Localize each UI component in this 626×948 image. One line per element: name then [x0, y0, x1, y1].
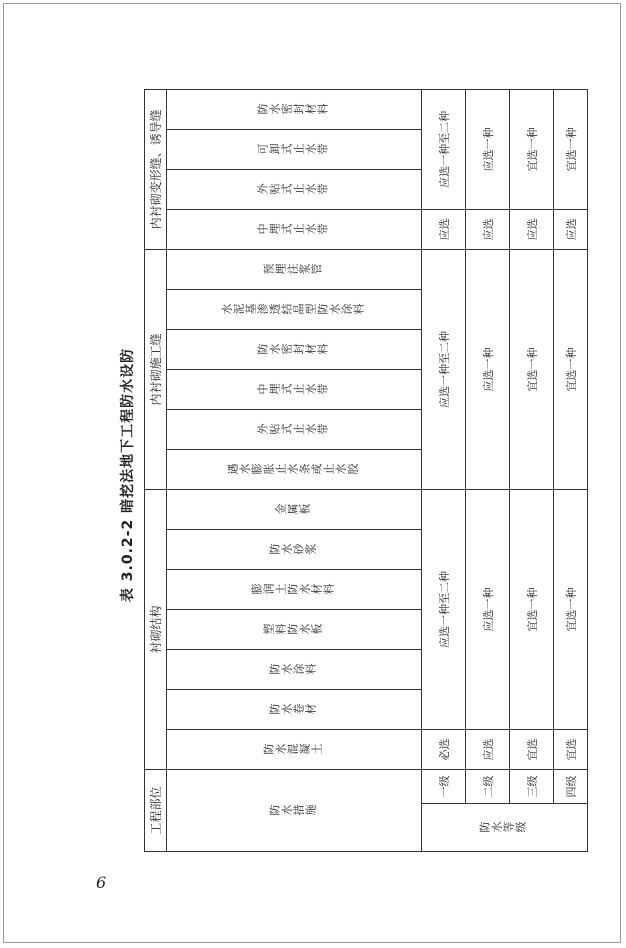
- measure-label: 预埋注浆管: [262, 262, 323, 276]
- page-number: 6: [96, 873, 107, 892]
- measure-cell: [167, 489, 422, 529]
- joint-choice-cell: 应选一种至二种: [422, 249, 466, 489]
- table-row: [510, 89, 554, 851]
- measure-label: 塑料防水板: [262, 622, 323, 636]
- measure-cell: [167, 209, 422, 249]
- deformation-main-cell: 应选: [422, 209, 466, 249]
- waterproofing-table: [144, 89, 588, 852]
- measure-label: 外贴式止水带: [256, 182, 329, 196]
- measure-cell: [167, 169, 422, 209]
- measure-cell: [167, 529, 422, 569]
- measure-cell: [167, 89, 422, 129]
- joint-choice-cell: 宜选一种: [510, 249, 554, 489]
- measure-label: 防水混凝土: [262, 742, 323, 756]
- measure-label: 防水密封材料: [256, 342, 329, 356]
- measure-label: 外贴式止水带: [256, 422, 329, 436]
- concrete-cell: 宜选: [510, 729, 554, 769]
- concrete-cell: 宜选: [554, 729, 588, 769]
- group-construction-joint: 内衬砌施工缝: [145, 249, 167, 489]
- table-row: [554, 89, 588, 851]
- joint-choice-cell: 应选一种: [466, 249, 510, 489]
- measure-header-cell: [167, 769, 422, 851]
- measure-cell: [167, 289, 422, 329]
- grade-cell: 三级: [510, 769, 554, 803]
- concrete-cell: 应选: [466, 729, 510, 769]
- measure-cell: [167, 569, 422, 609]
- measure-header: 防水措施: [268, 804, 317, 817]
- measure-cell: [167, 649, 422, 689]
- measure-label: 防水砂浆: [268, 542, 317, 556]
- measure-label: 防水涂料: [268, 662, 317, 676]
- lining-choice-cell: 应选一种: [466, 489, 510, 729]
- group-lining: 衬砌结构: [145, 489, 167, 769]
- grade-cell: 二级: [466, 769, 510, 803]
- part-header: 工程部位: [145, 769, 167, 851]
- grade-cell: 四级: [554, 769, 588, 803]
- joint-choice-cell: 宜选一种: [554, 249, 588, 489]
- concrete-cell: 必选: [422, 729, 466, 769]
- measure-label: 防水密封材料: [256, 102, 329, 116]
- group-header-row: [145, 89, 167, 851]
- lining-choice-cell: 宜选一种: [510, 489, 554, 729]
- grade-label: 防水等级: [479, 821, 527, 834]
- measure-label: 中埋式止水带: [256, 222, 329, 236]
- measure-cell: [167, 449, 422, 489]
- measure-cell: [167, 369, 422, 409]
- measure-label: 遇水膨胀止水条或止水胶: [226, 462, 359, 476]
- deformation-choice-cell: 宜选一种: [510, 89, 554, 209]
- table-row: [466, 89, 510, 851]
- deformation-main-cell: 应选: [510, 209, 554, 249]
- measure-cell: [167, 729, 422, 769]
- measure-label: 膨润土防水材料: [250, 582, 335, 596]
- lining-choice-cell: 应选一种至二种: [422, 489, 466, 729]
- deformation-main-cell: 应选: [554, 209, 588, 249]
- table-row: [422, 89, 466, 851]
- measure-cell: [167, 609, 422, 649]
- measure-cell: [167, 409, 422, 449]
- measure-label: 防水卷材: [268, 702, 317, 716]
- lining-choice-cell: 宜选一种: [554, 489, 588, 729]
- measure-cell: [167, 689, 422, 729]
- rotated-table-block: [117, 98, 587, 852]
- deformation-choice-cell: 应选一种至二种: [422, 89, 466, 209]
- deformation-main-cell: 应选: [466, 209, 510, 249]
- group-deformation-joint: 内衬砌变形缝、诱导缝: [145, 89, 167, 249]
- table-caption: 表 3.0.2-2 暗挖法地下工程防水设防: [120, 347, 136, 603]
- measure-label: 水泥基渗透结晶型防水涂料: [220, 302, 365, 316]
- grade-label-cell: [422, 804, 588, 852]
- grade-cell: 一级: [422, 769, 466, 803]
- measure-label: 可卸式止水带: [256, 142, 329, 156]
- measure-label: 中埋式止水带: [256, 382, 329, 396]
- measure-cell: [167, 249, 422, 289]
- measure-cell: [167, 129, 422, 169]
- deformation-choice-cell: 应选一种: [466, 89, 510, 209]
- measure-cell: [167, 329, 422, 369]
- deformation-choice-cell: 宜选一种: [554, 89, 588, 209]
- measure-header-row: [167, 89, 422, 851]
- measure-label: 金属板: [274, 502, 311, 516]
